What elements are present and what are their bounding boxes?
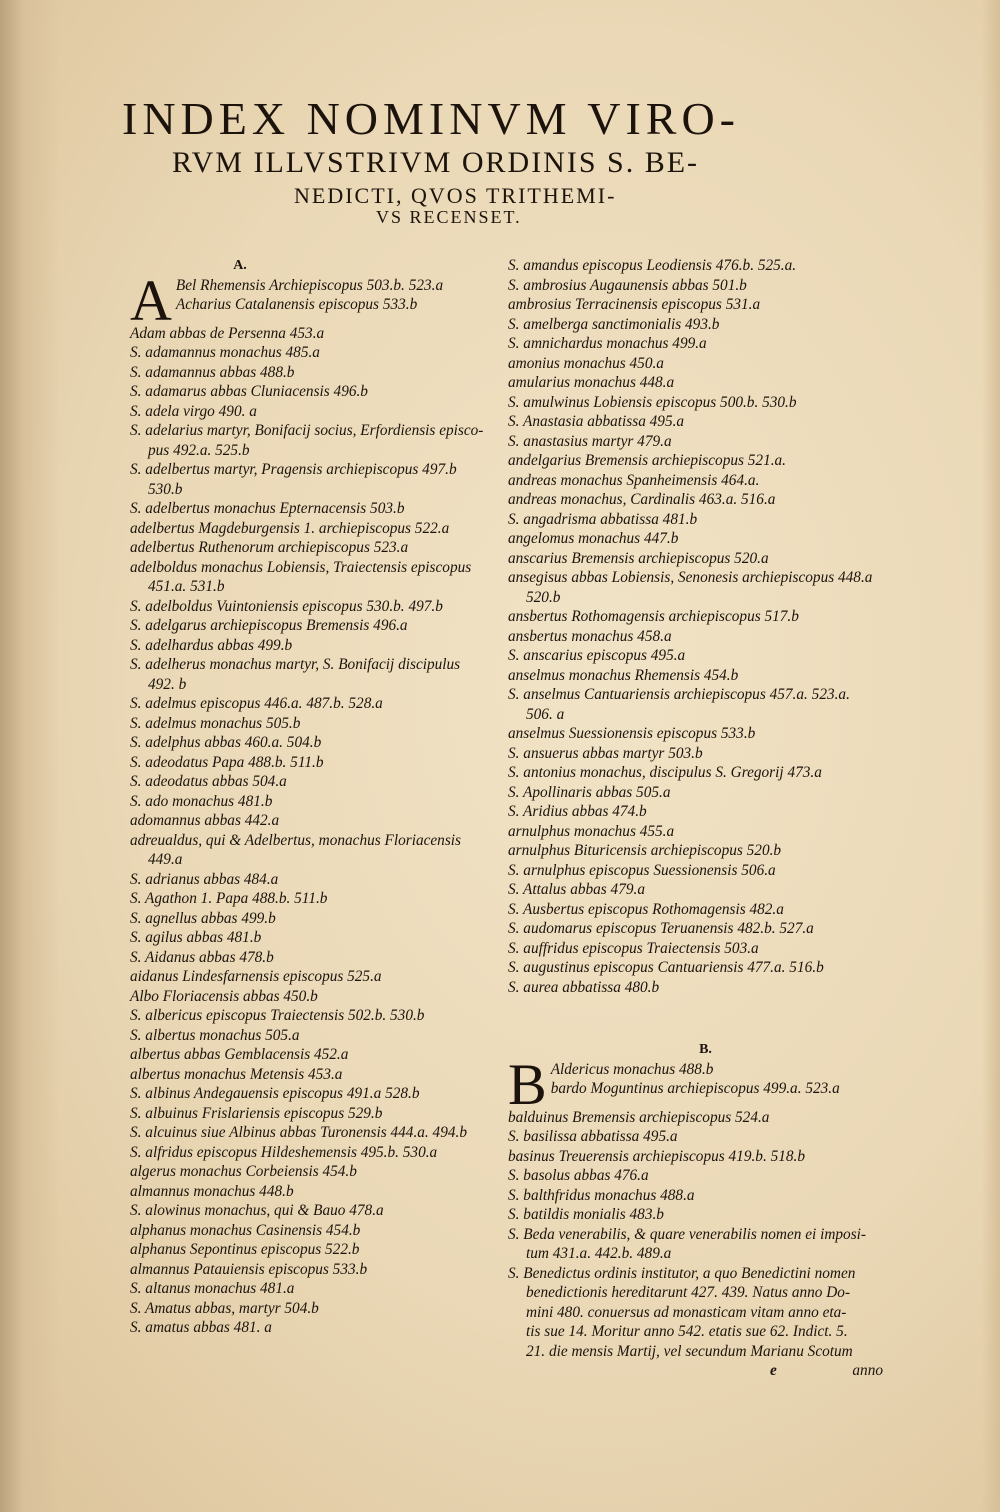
entry-text: S. ansuerus abbas martyr 503.b <box>508 744 703 762</box>
index-entry <box>130 1318 500 1338</box>
index-column-left <box>130 256 500 1338</box>
index-entry <box>130 343 500 363</box>
entry-text: balduinus Bremensis archiepiscopus 524.a <box>508 1108 770 1126</box>
index-entry <box>508 763 883 783</box>
drop-cap-initial: A <box>130 275 172 324</box>
index-entry: bardo Moguntinus archiepiscopus 499.a. 523.a <box>550 1080 840 1097</box>
index-entry <box>130 402 500 422</box>
index-entry-with-initial <box>508 1060 883 1108</box>
entry-text: S. Anastasia abbatissa 495.a <box>508 413 685 430</box>
entry-text: S. adrianus abbas 484.a <box>130 870 279 888</box>
entry-list-a-continued <box>508 256 883 997</box>
index-entry <box>130 421 500 460</box>
index-entry <box>508 295 883 315</box>
index-entry <box>130 1084 500 1104</box>
entry-text: ansbertus Rothomagensis archiepiscopus 517.b <box>508 608 799 625</box>
index-entry: Aldericus monachus 488.b <box>550 1060 714 1078</box>
index-entry <box>508 744 883 764</box>
entry-text: S. adelbertus martyr, Pragensis archiepiscopus 497.b <box>130 461 457 478</box>
index-entry <box>508 568 883 607</box>
index-entry <box>130 499 500 519</box>
entry-text: S. albuinus Frislariensis episcopus 529.b <box>130 1104 383 1122</box>
entry-text: anselmus Suessionensis episcopus 533.b <box>508 725 756 742</box>
index-entry <box>130 538 500 558</box>
entry-text: basinus Treuerensis archiepiscopus 419.b. 518.b <box>508 1147 806 1165</box>
entry-continuation: tis sue 14. Moritur anno 542. etatis sue 62. Indict. 5. <box>526 1323 848 1340</box>
entry-continuation: 520.b <box>526 588 561 606</box>
entry-continuation: benedictionis hereditarunt 427. 439. Natus anno Do- <box>526 1284 851 1301</box>
entry-text: S. audomarus episcopus Teruanensis 482.b. 527.a <box>508 920 814 937</box>
gutter-shadow <box>0 0 60 1512</box>
index-entry <box>130 948 500 968</box>
entry-text: albertus monachus Metensis 453.a <box>130 1065 343 1083</box>
entry-text: S. Benedictus ordinis institutor, a quo Benedictini nomen <box>508 1264 856 1282</box>
index-entry <box>130 363 500 383</box>
catchword: anno <box>852 1362 883 1379</box>
index-entry <box>508 432 883 452</box>
entry-text: S. basolus abbas 476.a <box>508 1167 649 1184</box>
index-entry <box>130 558 500 597</box>
index-entry <box>130 889 500 909</box>
index-entry <box>130 616 500 636</box>
entry-text: anselmus monachus Rhemensis 454.b <box>508 666 739 684</box>
entry-text: S. alowinus monachus, qui & Bauo 478.a <box>130 1202 384 1219</box>
index-entry <box>508 958 883 978</box>
index-entry <box>130 714 500 734</box>
entry-text: ansegisus abbas Lobiensis, Senonesis archiepiscopus 448.a <box>508 569 873 586</box>
index-entry <box>130 1240 500 1260</box>
index-entry-with-initial <box>130 276 500 324</box>
index-entry <box>508 783 883 803</box>
entry-text: S. alfridus episcopus Hildeshemensis 495.b. 530.a <box>130 1143 438 1161</box>
index-entry <box>508 471 883 491</box>
title-line-1: INDEX NOMINVM VIRO- <box>122 93 741 144</box>
entry-text: adomannus abbas 442.a <box>130 812 280 829</box>
index-entry <box>130 967 500 987</box>
entry-continuation: 530.b <box>148 480 183 498</box>
index-entry <box>130 597 500 617</box>
entry-text: arnulphus Bituricensis archiepiscopus 520.b <box>508 842 782 859</box>
entry-continuation: tum 431.a. 442.b. 489.a <box>526 1245 672 1262</box>
entry-text: S. adamarus abbas Cluniacensis 496.b <box>130 383 368 400</box>
index-entry <box>508 1225 883 1264</box>
index-entry <box>130 1182 500 1202</box>
entry-text: aidanus Lindesfarnensis episcopus 525.a <box>130 968 382 985</box>
index-entry <box>508 256 883 276</box>
index-entry <box>508 939 883 959</box>
index-entry <box>130 831 500 870</box>
entry-text: S. adelgarus archiepiscopus Bremensis 496.a <box>130 617 408 634</box>
entry-text: S. adamannus monachus 485.a <box>130 344 320 361</box>
index-entry: Acharius Catalanensis episcopus 533.b <box>175 296 418 313</box>
index-entry <box>508 1205 883 1225</box>
index-entry <box>508 1108 883 1128</box>
index-entry <box>508 685 883 724</box>
entry-text: S. Aidanus abbas 478.b <box>130 948 274 966</box>
entry-continuation: mini 480. conuersus ad monasticam vitam anno eta- <box>526 1303 847 1321</box>
index-entry <box>130 987 500 1007</box>
entry-text: S. Apollinaris abbas 505.a <box>508 783 671 801</box>
entry-text: S. adelbertus monachus Epternacensis 503.b <box>130 500 405 517</box>
entry-text: S. adelmus monachus 505.b <box>130 714 301 732</box>
entry-text: andelgarius Bremensis archiepiscopus 521.a. <box>508 452 787 469</box>
index-entry <box>130 1123 500 1143</box>
entry-text: S. Beda venerabilis, & quare venerabilis nomen ei imposi- <box>508 1225 866 1243</box>
page-footer <box>508 1361 883 1381</box>
index-entry <box>508 724 883 744</box>
index-entry <box>508 529 883 549</box>
index-entry <box>508 276 883 296</box>
index-entry <box>508 412 883 432</box>
entry-text: S. ado monachus 481.b <box>130 792 273 810</box>
index-entry <box>508 549 883 569</box>
entry-text: S. adeodatus Papa 488.b. 511.b <box>130 753 324 771</box>
index-entry <box>508 1186 883 1206</box>
entry-text: S. amatus abbas 481. a <box>130 1319 272 1336</box>
entry-text: adelbertus Ruthenorum archiepiscopus 523.a <box>130 539 409 556</box>
index-entry <box>508 315 883 335</box>
entry-continuation: 21. die mensis Martij, vel secundum Marianu Scotum <box>526 1342 853 1360</box>
entry-text: alphanus monachus Casinensis 454.b <box>130 1221 361 1239</box>
entry-text: anscarius Bremensis archiepiscopus 520.a <box>508 549 769 567</box>
entry-text: S. albertus monachus 505.a <box>130 1026 300 1044</box>
index-entry <box>508 822 883 842</box>
entry-text: almannus monachus 448.b <box>130 1182 294 1200</box>
index-entry <box>130 772 500 792</box>
index-entry <box>508 373 883 393</box>
entry-continuation: 492. b <box>148 675 187 693</box>
entry-text: S. aurea abbatissa 480.b <box>508 978 660 996</box>
entry-text: ansbertus monachus 458.a <box>508 627 672 645</box>
entry-text: Adam abbas de Persenna 453.a <box>130 324 325 342</box>
entry-list-a <box>130 276 500 1338</box>
index-entry <box>130 792 500 812</box>
index-entry <box>130 324 500 344</box>
entry-text: alphanus Sepontinus episcopus 522.b <box>130 1241 360 1258</box>
entry-text: S. altanus monachus 481.a <box>130 1280 295 1297</box>
entry-text: S. adelboldus Vuintoniensis episcopus 530.b. 497.b <box>130 597 443 615</box>
index-entry <box>508 978 883 998</box>
index-column-right <box>508 256 883 1381</box>
index-entry <box>130 519 500 539</box>
index-entry <box>508 627 883 647</box>
entry-text: S. albinus Andegauensis episcopus 491.a 528.b <box>130 1085 420 1102</box>
index-entry <box>130 1026 500 1046</box>
index-entry <box>130 1201 500 1221</box>
index-entry <box>508 1127 883 1147</box>
section-gap <box>508 997 883 1040</box>
index-entry <box>130 1260 500 1280</box>
entry-text: adreualdus, qui & Adelbertus, monachus Floriacensis <box>130 831 461 849</box>
entry-text: arnulphus monachus 455.a <box>508 822 675 840</box>
entry-text: S. balthfridus monachus 488.a <box>508 1186 695 1204</box>
entry-text: S. antonius monachus, discipulus S. Gregorij 473.a <box>508 764 822 781</box>
section-heading-a: A. <box>233 258 247 273</box>
title-line-4: VS RECENSET. <box>376 207 522 227</box>
entry-text: S. Agathon 1. Papa 488.b. 511.b <box>130 890 328 907</box>
index-entry <box>130 753 500 773</box>
entry-text: S. adelherus monachus martyr, S. Bonifacij discipulus <box>130 656 461 673</box>
index-entry <box>508 1166 883 1186</box>
entry-text: S. Amatus abbas, martyr 504.b <box>130 1299 319 1317</box>
entry-text: Albo Floriacensis abbas 450.b <box>130 987 318 1005</box>
entry-text: S. adelphus abbas 460.a. 504.b <box>130 734 322 751</box>
entry-text: S. augustinus episcopus Cantuariensis 477.a. 516.b <box>508 959 824 976</box>
entry-text: S. amandus episcopus Leodiensis 476.b. 525.a. <box>508 257 797 274</box>
entry-text: S. anscarius episcopus 495.a <box>508 647 686 664</box>
index-entry <box>130 1221 500 1241</box>
index-entry <box>508 334 883 354</box>
entry-text: S. adela virgo 490. a <box>130 402 257 420</box>
index-entry <box>130 870 500 890</box>
index-entry <box>130 694 500 714</box>
title-line-2: RVM ILLVSTRIVM ORDINIS S. BE- <box>172 146 700 179</box>
entry-text: S. anastasius martyr 479.a <box>508 432 672 450</box>
index-entry <box>508 393 883 413</box>
index-entry <box>130 636 500 656</box>
index-entry <box>508 666 883 686</box>
index-entry <box>130 1104 500 1124</box>
index-entry <box>130 811 500 831</box>
entry-text: S. agnellus abbas 499.b <box>130 909 276 927</box>
index-entry <box>130 460 500 499</box>
index-entry: Bel Rhemensis Archiepiscopus 503.b. 523.a <box>175 276 444 294</box>
entry-text: S. adelhardus abbas 499.b <box>130 636 293 654</box>
index-entry <box>130 1006 500 1026</box>
section-heading-b: B. <box>699 1042 712 1057</box>
entry-continuation: 451.a. 531.b <box>148 578 225 595</box>
index-entry <box>508 490 883 510</box>
index-entry <box>508 1147 883 1167</box>
drop-cap-initial: B <box>508 1059 547 1108</box>
entry-text: algerus monachus Corbeiensis 454.b <box>130 1163 357 1180</box>
index-entry <box>130 909 500 929</box>
index-entry <box>508 1264 883 1362</box>
index-entry <box>130 1162 500 1182</box>
entry-text: andreas monachus, Cardinalis 463.a. 516.a <box>508 491 776 508</box>
entry-text: S. adeodatus abbas 504.a <box>130 773 287 790</box>
index-entry <box>130 1143 500 1163</box>
entry-text: S. amnichardus monachus 499.a <box>508 335 707 352</box>
entry-text: S. albericus episcopus Traiectensis 502.b. 530.b <box>130 1007 425 1024</box>
entry-text: S. basilissa abbatissa 495.a <box>508 1128 678 1145</box>
entry-text: S. Attalus abbas 479.a <box>508 881 645 898</box>
entry-text: almannus Patauiensis episcopus 533.b <box>130 1260 368 1278</box>
index-entry <box>508 607 883 627</box>
entry-text: S. batildis monialis 483.b <box>508 1206 664 1223</box>
entry-text: S. Aridius abbas 474.b <box>508 803 647 820</box>
index-entry <box>130 1299 500 1319</box>
signature-mark: e <box>770 1362 777 1379</box>
entry-text: S. auffridus episcopus Traiectensis 503.a <box>508 939 759 957</box>
entry-text: S. arnulphus episcopus Suessionensis 506.a <box>508 861 776 879</box>
page-edge <box>982 0 1000 1512</box>
entry-text: S. adelmus episcopus 446.a. 487.b. 528.a <box>130 695 383 712</box>
entry-text: ambrosius Terracinensis episcopus 531.a <box>508 296 761 313</box>
title-line-3: NEDICTI, QVOS TRITHEMI- <box>294 183 617 208</box>
entry-list-b <box>508 1060 883 1362</box>
entry-text: amularius monachus 448.a <box>508 374 675 391</box>
entry-text: S. adamannus abbas 488.b <box>130 363 295 381</box>
index-entry <box>130 1279 500 1299</box>
entry-text: S. agilus abbas 481.b <box>130 929 262 946</box>
index-entry <box>130 655 500 694</box>
entry-text: S. anselmus Cantuariensis archiepiscopus 457.a. 523.a. <box>508 686 850 703</box>
index-entry <box>508 880 883 900</box>
entry-text: S. adelarius martyr, Bonifacij socius, Erfordiensis episco- <box>130 422 484 439</box>
index-entry <box>508 451 883 471</box>
entry-text: adelboldus monachus Lobiensis, Traiectensis episcopus <box>130 558 472 576</box>
entry-text: S. ambrosius Augaunensis abbas 501.b <box>508 276 747 294</box>
index-entry <box>130 928 500 948</box>
entry-text: albertus abbas Gemblacensis 452.a <box>130 1046 349 1063</box>
entry-text: S. angadrisma abbatissa 481.b <box>508 510 698 528</box>
entry-text: andreas monachus Spanheimensis 464.a. <box>508 471 760 489</box>
entry-text: adelbertus Magdeburgensis 1. archiepiscopus 522.a <box>130 519 450 537</box>
index-entry <box>130 733 500 753</box>
entry-continuation: 449.a <box>148 851 183 868</box>
index-entry <box>508 919 883 939</box>
index-entry <box>130 1065 500 1085</box>
index-entry <box>130 1045 500 1065</box>
entry-text: amonius monachus 450.a <box>508 354 664 372</box>
index-entry <box>508 841 883 861</box>
index-entry <box>508 900 883 920</box>
index-entry <box>508 861 883 881</box>
entry-text: S. amelberga sanctimonialis 493.b <box>508 315 720 333</box>
index-entry <box>508 646 883 666</box>
index-entry <box>508 802 883 822</box>
entry-text: S. alcuinus siue Albinus abbas Turonensis 444.a. 494.b <box>130 1124 467 1141</box>
index-entry <box>130 382 500 402</box>
entry-text: S. amulwinus Lobiensis episcopus 500.b. 530.b <box>508 393 797 411</box>
index-entry <box>508 354 883 374</box>
entry-continuation: 506. a <box>526 705 565 723</box>
index-entry <box>508 510 883 530</box>
entry-continuation: pus 492.a. 525.b <box>148 441 250 459</box>
entry-text: angelomus monachus 447.b <box>508 530 679 547</box>
entry-text: S. Ausbertus episcopus Rothomagensis 482.a <box>508 900 784 918</box>
